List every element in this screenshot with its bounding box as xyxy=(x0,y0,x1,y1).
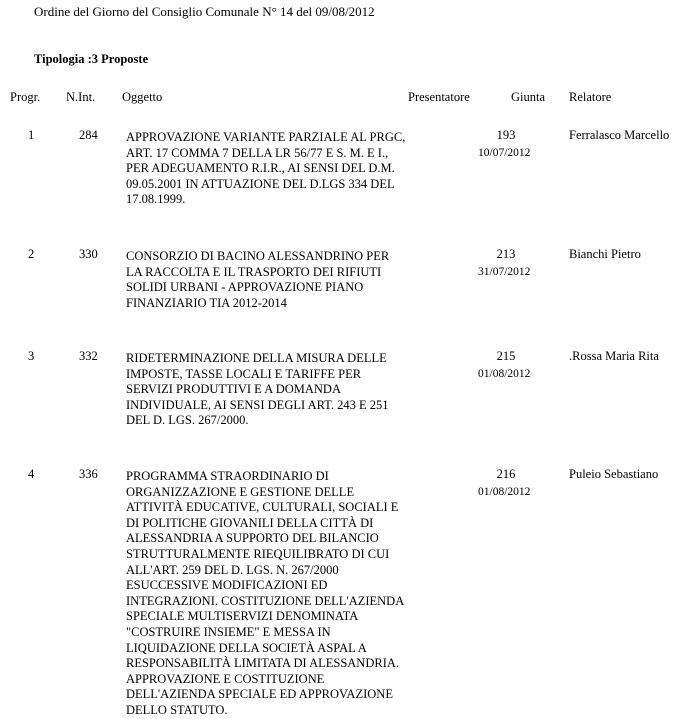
row-giunta-date: 01/08/2012 xyxy=(478,368,531,380)
row-progr: 4 xyxy=(28,467,35,481)
row-relatore: Puleio Sebastiano xyxy=(569,467,659,481)
row-oggetto: APPROVAZIONE VARIANTE PARZIALE AL PRGC, ART. 17 COMMA 7 DELLA LR 56/77 E S. M. E I., PER ADEGUAMENTO R.I.R., AI SENSI DEL D.M. 09.05.2001 IN ATTUAZIONE DEL D.LGS 334 DEL 17.08.1999. xyxy=(126,130,406,207)
row-giunta-number: 216 xyxy=(496,467,516,481)
row-giunta-number: 213 xyxy=(496,247,516,261)
row-relatore: Ferralasco Marcello xyxy=(569,128,670,142)
header-presentatore: Presentatore xyxy=(408,90,470,104)
header-oggetto: Oggetto xyxy=(122,90,163,104)
row-oggetto: RIDETERMINAZIONE DELLA MISURA DELLE IMPOSTE, TASSE LOCALI E TARIFFE PER SERVIZI PRODUTTIVI E A DOMANDA INDIVIDUALE, AI SENSI DEGLI ART. 243 E 251 DEL D. LGS. 267/2000. xyxy=(126,351,389,428)
row-nint: 284 xyxy=(79,128,98,142)
document-title: Ordine del Giorno del Consiglio Comunale N° 14 del 09/08/2012 xyxy=(34,4,375,19)
header-relatore: Relatore xyxy=(569,90,612,104)
header-progr: Progr. xyxy=(10,90,41,104)
row-progr: 1 xyxy=(28,128,35,142)
row-relatore: Bianchi Pietro xyxy=(569,247,641,261)
row-nint: 330 xyxy=(79,247,98,261)
row-giunta-date: 01/08/2012 xyxy=(478,486,531,498)
row-giunta-date: 10/07/2012 xyxy=(478,147,531,159)
row-giunta-number: 193 xyxy=(496,128,516,142)
header-nint: N.Int. xyxy=(66,90,96,104)
row-progr: 3 xyxy=(28,349,35,363)
row-giunta-date: 31/07/2012 xyxy=(478,266,531,278)
row-nint: 332 xyxy=(79,349,98,363)
row-relatore: .Rossa Maria Rita xyxy=(569,349,659,363)
tipologia-heading: Tipologia :3 Proposte xyxy=(34,52,149,66)
row-oggetto: CONSORZIO DI BACINO ALESSANDRINO PER LA RACCOLTA E IL TRASPORTO DEI RIFIUTI SOLIDI URBANI - APPROVAZIONE PIANO FINANZIARIO TIA 2012-2014 xyxy=(126,249,390,310)
row-nint: 336 xyxy=(79,467,98,481)
row-progr: 2 xyxy=(28,247,35,261)
header-giunta: Giunta xyxy=(511,90,546,104)
row-oggetto: PROGRAMMA STRAORDINARIO DI ORGANIZZAZIONE E GESTIONE DELLE ATTIVITÀ EDUCATIVE, CULTURALI, SOCIALI E DI POLITICHE GIOVANILI DELLA CITTÀ DI ALESSANDRIA A SUPPORTO DEL BILANCIO STRUTTURALMENTE RIEQUILIBRATO DI CUI ALL'ART. 259 DEL D. LGS. N. 267/2000 ESUCCESSIVE MODIFICAZIONI ED INTEGRAZIONI. COSTITUZIONE DELL'AZIENDA SPECIALE MULTISERVIZI DENOMINATA "COSTRUIRE INSIEME" E MESSA IN LIQUIDAZIONE DELLA SOCIETÀ ASPAL A RESPONSABILITÀ LIMITATA DI ALESSANDRIA. APPROVAZIONE E COSTITUZIONE DELL'AZIENDA SPECIALE ED APPROVAZIONE DELLO STATUTO. xyxy=(126,469,404,717)
row-giunta-number: 215 xyxy=(496,349,516,363)
